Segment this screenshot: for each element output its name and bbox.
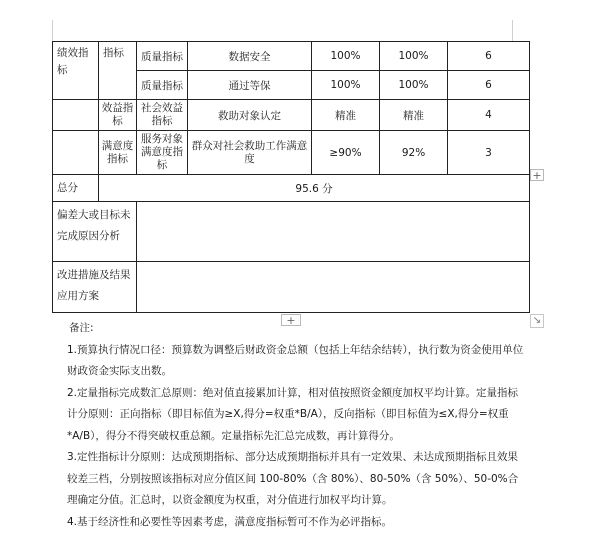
benefit-indicator-label: 效益指标 <box>99 100 137 131</box>
total-score-label: 总分 <box>53 175 99 202</box>
table-row <box>53 262 530 313</box>
notes-section <box>67 318 527 533</box>
note-item: 4.基于经济性和必要性等因素考虑，满意度指标暂可不作为必评指标。 <box>67 515 393 528</box>
margin-guide-right <box>512 20 513 42</box>
performance-table <box>52 41 530 313</box>
category-cell: 质量指标 <box>137 71 188 100</box>
category-cell: 社会效益指标 <box>137 100 188 131</box>
target-value-cell: 100% <box>312 71 380 100</box>
actual-value-cell: 92% <box>380 131 448 175</box>
indicator-name-cell: 通过等保 <box>188 71 312 100</box>
actual-value-cell: 100% <box>380 71 448 100</box>
note-item: 1.预算执行情况口径：预算数为调整后财政资金总额（包括上年结余结转），执行数为资金使用单位财政资金实际支出数。 <box>67 343 524 377</box>
empty-cell <box>53 100 99 131</box>
performance-indicator-label: 绩效指标 <box>53 42 99 100</box>
note-item: 3.定性指标计分原则：达成预期指标、部分达成预期指标并具有一定效果、未达成预期指标且效果较差三档，分别按照该指标对应分值区间 100-80%（含 80%）、80-50%（含 50%）、50-0%合理确定分值。汇总时，以资金额度为权重，对分值进行加权平均计算。 <box>67 451 519 506</box>
add-row-button[interactable]: + <box>281 314 301 326</box>
satisfaction-indicator-label: 满意度指标 <box>99 131 137 175</box>
actual-value-cell: 100% <box>380 42 448 71</box>
score-cell: 4 <box>448 100 530 131</box>
target-value-cell: 精准 <box>312 100 380 131</box>
score-cell: 3 <box>448 131 530 175</box>
score-cell: 6 <box>448 71 530 100</box>
deviation-analysis-label: 偏差大或目标未完成原因分析 <box>53 202 137 262</box>
indicator-name-cell: 救助对象认定 <box>188 100 312 131</box>
category-cell: 服务对象满意度指标 <box>137 131 188 175</box>
target-value-cell: ≥90% <box>312 131 380 175</box>
table-row <box>53 202 530 262</box>
indicator-label: 指标 <box>99 42 137 100</box>
category-cell: 质量指标 <box>137 42 188 71</box>
table-row <box>53 175 530 202</box>
indicator-name-cell: 数据安全 <box>188 42 312 71</box>
table-row <box>53 100 530 131</box>
add-column-button[interactable]: + <box>530 169 544 181</box>
score-cell: 6 <box>448 42 530 71</box>
deviation-analysis-value[interactable] <box>137 202 530 262</box>
note-item: 2.定量指标完成数汇总原则：绝对值直接累加计算，相对值按照资金额度加权平均计算。定量指标计分原则：正向指标（即目标值为≥X,得分=权重*B/A），反向指标（即目标值为≤X,得分=权重*A/B），得分不得突破权重总额。定量指标先汇总完成数，再计算得分。 <box>67 386 519 442</box>
empty-cell <box>53 131 99 175</box>
improvement-plan-value[interactable] <box>137 262 530 313</box>
actual-value-cell: 精准 <box>380 100 448 131</box>
table-resize-handle[interactable]: ↘ <box>530 314 544 328</box>
margin-guide-left <box>52 20 53 42</box>
table-row <box>53 131 530 175</box>
table-row <box>53 42 530 71</box>
target-value-cell: 100% <box>312 42 380 71</box>
improvement-plan-label: 改进措施及结果应用方案 <box>53 262 137 313</box>
total-score-value: 95.6 分 <box>99 175 530 202</box>
notes-header: 备注: <box>69 322 94 334</box>
indicator-name-cell: 群众对社会救助工作满意度 <box>188 131 312 175</box>
